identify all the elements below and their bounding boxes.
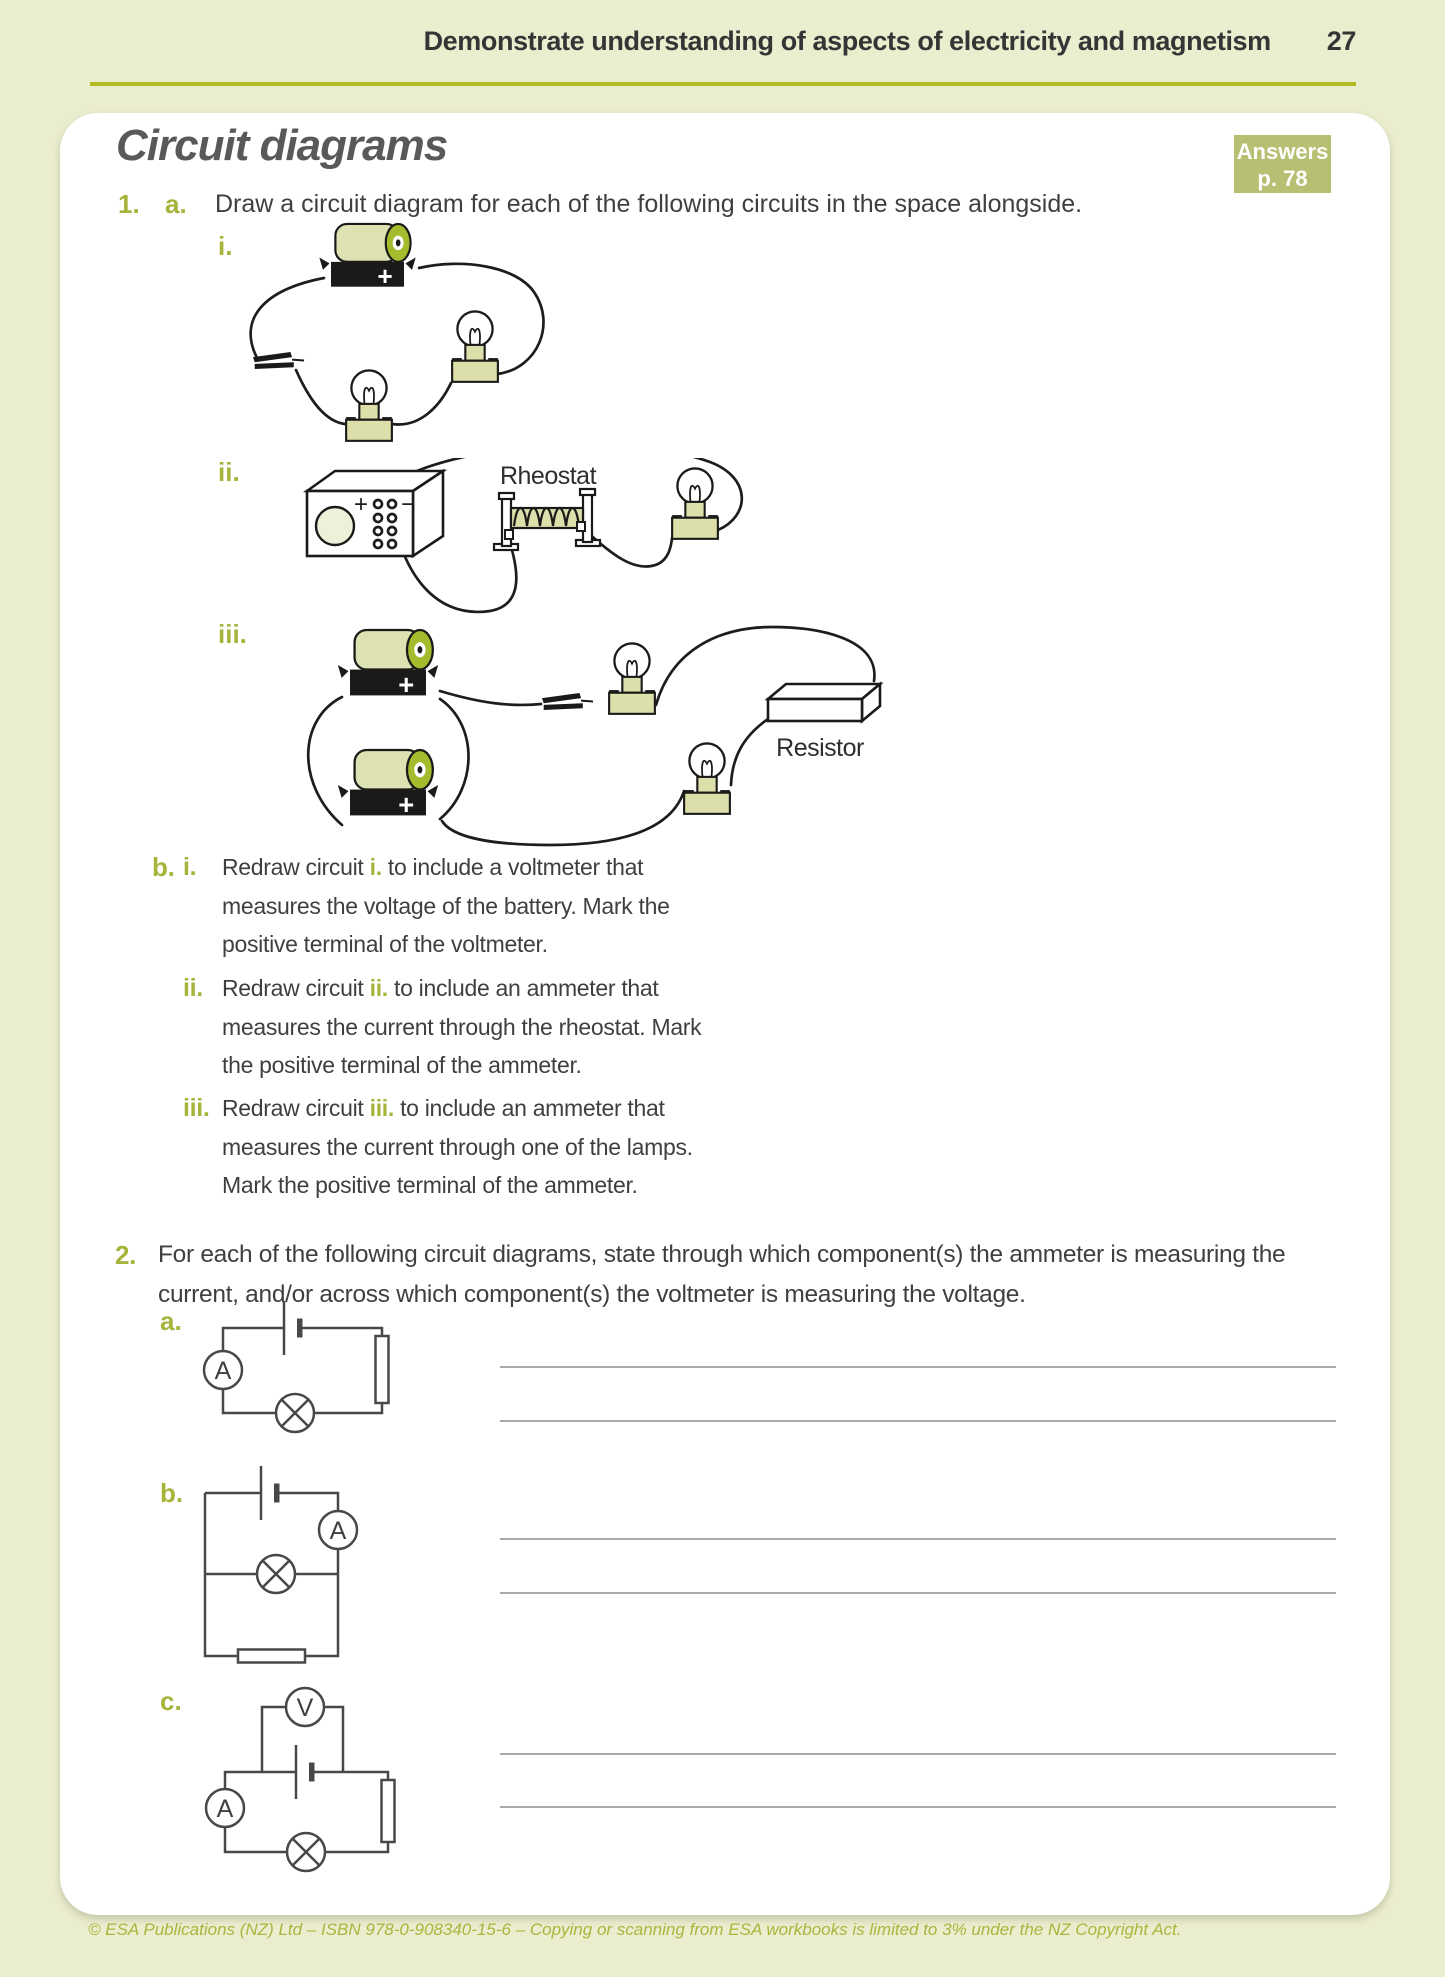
battery-icon — [319, 224, 415, 291]
answers-badge — [1234, 135, 1331, 193]
lamp-symbol — [287, 1833, 325, 1871]
rheostat-terminal-right — [577, 522, 585, 531]
wire — [314, 1403, 382, 1413]
resistor-symbol — [238, 1650, 305, 1663]
wire — [251, 278, 324, 358]
question-1b-item-iii — [152, 1089, 727, 1205]
item-circuit-ref: iii. — [369, 1095, 394, 1121]
wire — [223, 1328, 284, 1351]
power-supply-minus-label: − — [401, 491, 416, 518]
circuit-i-label: i. — [218, 231, 233, 261]
rheostat-icon — [494, 489, 600, 550]
circuit-2b-schematic — [195, 1458, 485, 1693]
wire — [731, 719, 768, 785]
wire — [324, 1707, 343, 1772]
item-text-post: to include a voltmeter that measures the voltage of the battery. Mark the positive terminal of the voltmeter. — [222, 854, 670, 957]
item-circuit-ref: ii. — [369, 975, 388, 1001]
cell-short-plate — [297, 1319, 303, 1338]
resistor-label: Resistor — [776, 734, 864, 762]
ammeter-letter: A — [214, 1357, 232, 1385]
wire — [296, 370, 345, 424]
answer-line[interactable] — [500, 1753, 1336, 1755]
wire — [440, 699, 469, 819]
lamp-icon — [684, 743, 730, 813]
wire — [262, 1707, 286, 1772]
ammeter-letter: A — [329, 1517, 347, 1545]
answer-line[interactable] — [500, 1538, 1336, 1540]
question-1a-text: Draw a circuit diagram for each of the following circuits in the space alongside. — [215, 190, 1083, 218]
page-header — [90, 26, 1356, 57]
question-2c-label: c. — [160, 1686, 182, 1716]
page-number: 27 — [1326, 26, 1356, 56]
battery-icon — [338, 750, 438, 820]
answer-line[interactable] — [500, 1806, 1336, 1808]
power-supply-plus-label: + — [353, 491, 368, 518]
question-2-text: For each of the following circuit diagrams, state through which component(s) the ammeter is measuring the current, and/or across which component(s) the voltmeter is measuring the voltage. — [158, 1241, 1286, 1308]
wire — [585, 530, 673, 567]
item-circuit-ref: i. — [369, 854, 382, 880]
wire — [223, 1389, 276, 1413]
wire — [225, 1827, 287, 1852]
rheostat-label: Rheostat — [499, 462, 597, 490]
power-supply-icon — [307, 471, 443, 556]
item-text-post: to include an ammeter that measures the current through one of the lamps. Mark the positive terminal of the ammeter. — [222, 1095, 693, 1198]
wire — [315, 1772, 389, 1780]
lamp-symbol — [257, 1555, 295, 1593]
lamp-symbol — [276, 1394, 314, 1432]
item-text-post: to include an ammeter that measures the current through the rheostat. Mark the positive terminal of the ammeter. — [222, 975, 702, 1078]
rheostat-tube — [511, 508, 583, 528]
item-text-pre: Redraw circuit — [222, 854, 370, 880]
wire — [305, 1549, 338, 1656]
resistor-symbol — [382, 1780, 395, 1842]
wire — [225, 1772, 296, 1789]
voltmeter-letter: V — [296, 1694, 314, 1722]
header-rule — [90, 82, 1356, 86]
lamp-icon — [672, 468, 718, 538]
switch-icon — [542, 693, 593, 710]
lamp-icon — [346, 370, 392, 440]
wire — [302, 1328, 382, 1336]
cell-short-plate — [309, 1763, 315, 1782]
item-roman-label: iii. — [183, 1094, 210, 1122]
question-2-number: 2. — [115, 1240, 137, 1270]
answer-line[interactable] — [500, 1366, 1336, 1368]
resistor-front — [768, 699, 862, 721]
circuit-2c-schematic — [200, 1675, 490, 1930]
circuit-iii-illustration — [280, 619, 900, 867]
question-1b-label: b. — [152, 852, 175, 882]
wire — [325, 1842, 388, 1852]
circuit-i-illustration — [200, 216, 620, 456]
wire — [442, 791, 684, 845]
wire — [440, 691, 541, 705]
wire — [308, 697, 342, 825]
wire — [392, 383, 451, 424]
lamp-icon — [452, 311, 498, 381]
resistor-symbol — [376, 1336, 389, 1403]
page-header-title: Demonstrate understanding of aspects of electricity and magnetism — [423, 26, 1271, 56]
item-roman-label: i. — [183, 853, 197, 881]
answer-line[interactable] — [500, 1420, 1336, 1422]
circuit-ii-label: ii. — [218, 457, 240, 487]
cell-short-plate — [274, 1484, 280, 1503]
page-title: Circuit diagrams — [116, 121, 448, 170]
rheostat-post-right — [583, 494, 592, 542]
rheostat-terminal-left — [505, 530, 513, 539]
copyright-footer: © ESA Publications (NZ) Ltd – ISBN 978-0-908340-15-6 – Copying or scanning from ESA workbooks is limited to 3% under the NZ Copyright Act. — [88, 1920, 1182, 1939]
question-2b-label: b. — [160, 1478, 184, 1508]
ammeter-letter: A — [216, 1795, 234, 1823]
resistor-icon — [768, 684, 880, 721]
item-text-pre: Redraw circuit — [222, 975, 370, 1001]
question-1b-item-i — [152, 848, 727, 964]
circuit-iii-label: iii. — [218, 619, 247, 649]
battery-icon — [338, 630, 438, 700]
question-2a-label: a. — [160, 1306, 182, 1336]
content-card — [60, 113, 1390, 1915]
item-text-pre: Redraw circuit — [222, 1095, 370, 1121]
question-1-number: 1. — [118, 189, 140, 219]
question-1a-label: a. — [165, 189, 187, 219]
rheostat-cap-left — [499, 493, 514, 499]
circuit-2a-schematic — [200, 1301, 490, 1476]
lamp-icon — [609, 643, 655, 713]
answers-badge-line1: Answers — [1236, 139, 1329, 164]
question-1b-item-ii — [152, 969, 727, 1085]
power-supply-dial — [316, 507, 354, 545]
answers-badge-line2: p. 78 — [1257, 166, 1308, 191]
switch-icon — [253, 352, 304, 369]
wire — [279, 1493, 338, 1511]
answer-line[interactable] — [500, 1592, 1336, 1594]
item-roman-label: ii. — [183, 974, 203, 1002]
